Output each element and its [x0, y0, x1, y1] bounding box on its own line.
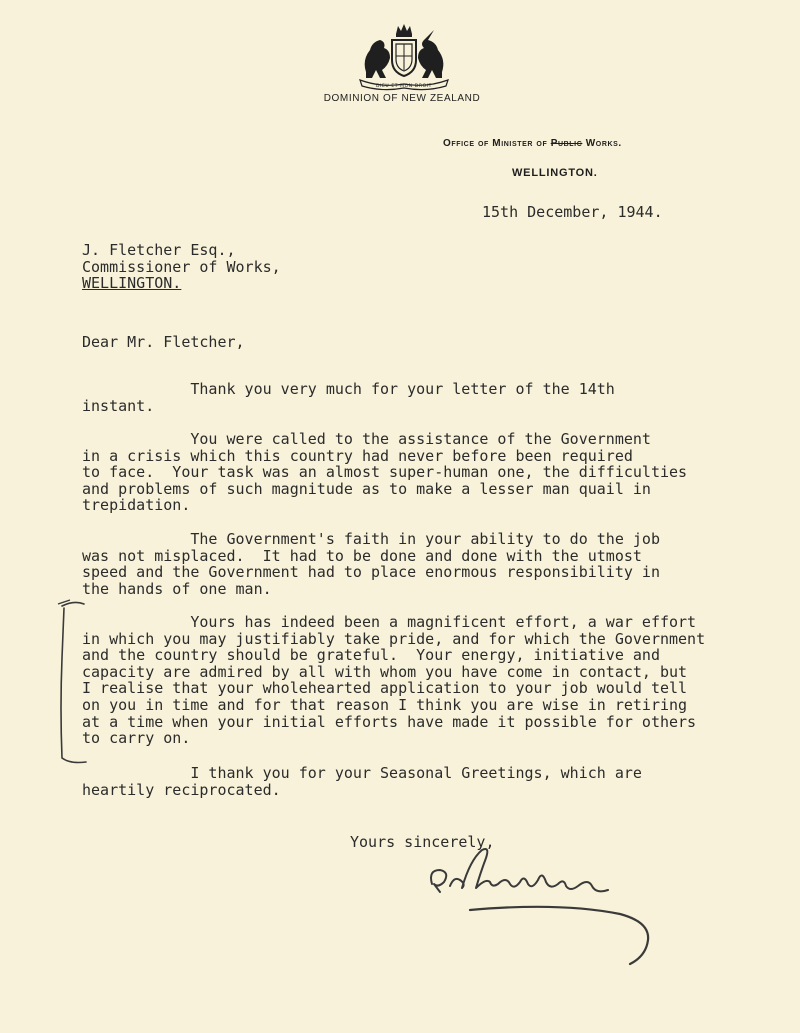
letterhead-office [443, 138, 622, 149]
office-suffix: Works. [582, 138, 622, 149]
paragraph-4: Yours has indeed been a magnificent effort, a war effort in which you may justifiably take pride, and for which the Government and the country should be grateful. Your energy, initiative and capacity are admired by all with whom you have come in contact, but I realise that your wholehearted application to your job would tell on you in time and for that reason I think you are wise in retiring at a time when your initial efforts have made it possible for others to carry on. [82, 613, 706, 748]
salutation: Dear Mr. Fletcher, [82, 333, 245, 351]
letterhead-dominion: DOMINION OF NEW ZEALAND [323, 93, 481, 104]
letterhead-city: WELLINGTON. [512, 167, 598, 179]
paragraph-3: The Government's faith in your ability to do the job was not misplaced. It had to be done and done with the utmost speed and the Government had to place enormous responsibility in the hands of one man. [82, 530, 660, 598]
recipient-city: WELLINGTON. [82, 274, 182, 293]
office-struck-word: Public [550, 138, 583, 149]
recipient-title: Commissioner of Works, [82, 257, 281, 276]
office-prefix: Office of Minister of [443, 138, 551, 149]
margin-bracket-mark-icon [40, 598, 90, 770]
crest-motto: DIEU ET MON DROIT [375, 84, 433, 89]
recipient-address [82, 242, 281, 292]
paragraph-1: Thank you very much for your letter of the 14th instant. [82, 380, 615, 415]
closing: Yours sincerely, [350, 833, 495, 851]
recipient-name: J. Fletcher Esq., [82, 241, 236, 259]
royal-coat-of-arms-icon [352, 20, 456, 92]
paragraph-5: I thank you for your Seasonal Greetings, which are heartily reciprocated. [82, 764, 642, 799]
letter-date: 15th December, 1944. [482, 203, 663, 221]
paragraph-2: You were called to the assistance of the Government in a crisis which this country had never before been required to face. Your task was an almost super-human one, the difficulties and problems of such magnitude as to make a lesser man quail in trepidation. [82, 430, 688, 515]
handwritten-signature-icon [410, 840, 660, 970]
